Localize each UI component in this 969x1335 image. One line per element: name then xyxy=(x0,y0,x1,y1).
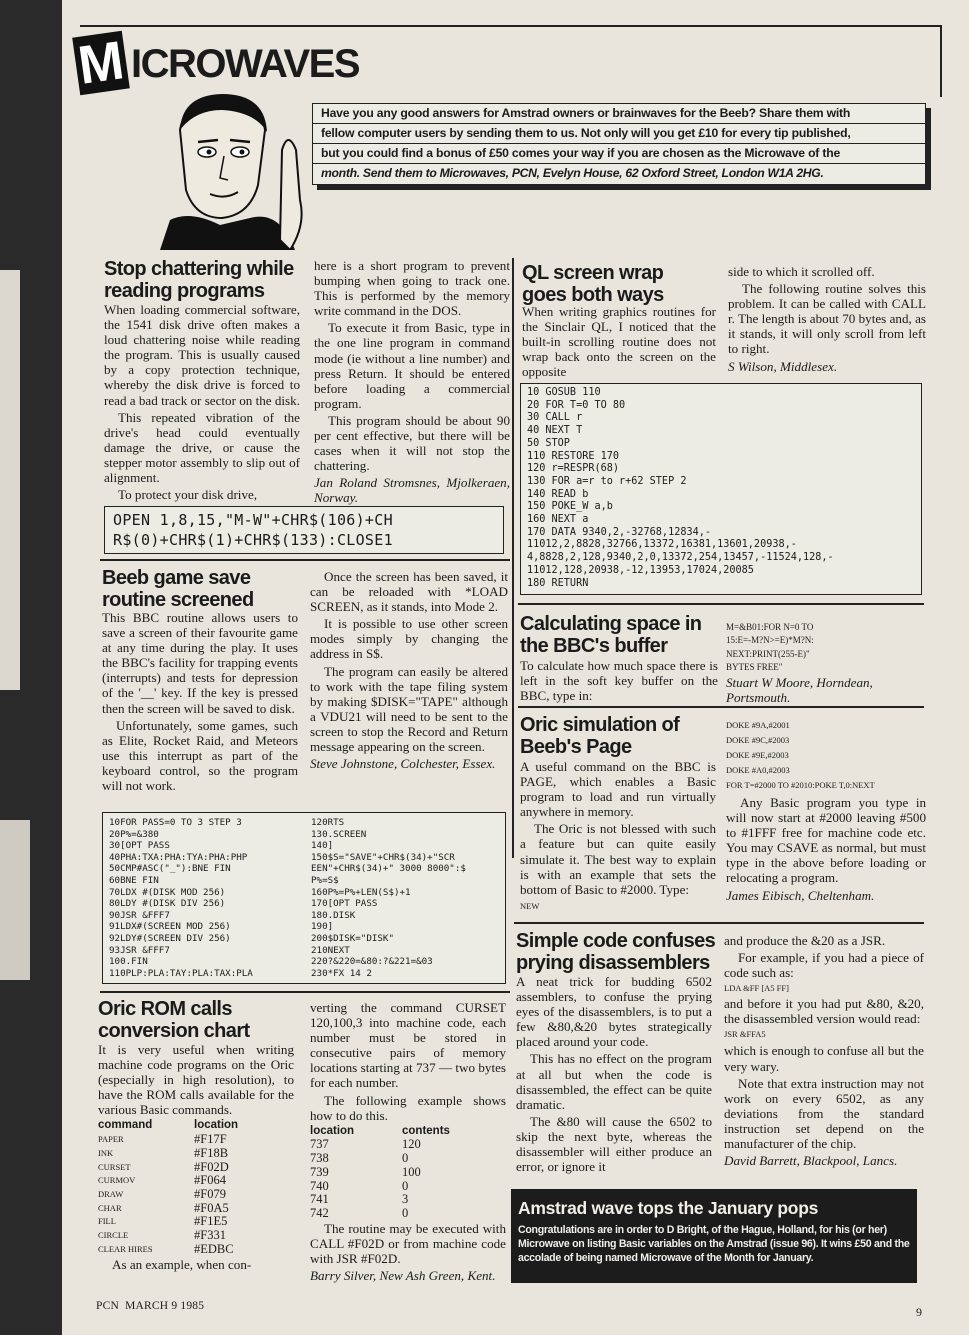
table-row: CLEAR HIRES #EDBC xyxy=(98,1241,234,1256)
paragraph: As an example, when con- xyxy=(112,1256,252,1272)
paragraph: The Oric is not blessed with such a feature but can quite easily simulate it. The best way to explain is with an example that sets the bottom of Basic to #2000. Type: xyxy=(520,821,716,897)
article-col-2 xyxy=(726,621,924,705)
article-col-2 xyxy=(314,258,510,508)
paragraph: This has no effect on the program at all but when the code is disassembled, the effect can be quite dramatic. xyxy=(516,1051,712,1112)
intro-line: fellow computer users by sending them to us. Not only will you get £10 for every tip published, xyxy=(313,124,925,144)
rom-table xyxy=(98,1119,294,1256)
divider xyxy=(518,706,924,708)
paragraph: which is enough to confuse all but the very wary. xyxy=(724,1043,924,1074)
code-listing xyxy=(102,812,506,984)
article-col-1 xyxy=(98,1042,294,1274)
article-col-2 xyxy=(310,569,508,773)
article-title: Oric simulation of Beeb's Page xyxy=(520,714,680,758)
paragraph: here is a short program to prevent bumping when going to track one. This is performed by the memory write command in the DOS. xyxy=(314,258,510,319)
article-body xyxy=(520,658,718,705)
paragraph: The routine may be executed with CALL #F02D or from machine code with JSR #F02D. xyxy=(310,1220,506,1266)
article-col-1 xyxy=(104,302,300,504)
paragraph: Once the screen has been saved, it can be reloaded with *LOAD SCREEN, as it stands, into Mode 2. xyxy=(310,569,508,615)
adjacent-page-edge xyxy=(0,0,62,1335)
code-snippet: JSR &FFA5 xyxy=(724,1029,766,1040)
code-keyword: NEW xyxy=(520,900,540,911)
article-col-2 xyxy=(726,718,926,905)
page-number: 9 xyxy=(916,1305,922,1319)
paragraph: It is very useful when writing machine code programs on the Oric (especially in high resolution), to have the ROM calls available for the various Basic commands. xyxy=(98,1042,294,1118)
divider xyxy=(100,991,510,993)
cartoon-illustration xyxy=(140,90,310,250)
paragraph: The following routine solves this problem. It can be called with CALL r. The length is about 70 bytes and, as it stands, it will only scroll from left to right. xyxy=(728,281,926,357)
divider xyxy=(518,603,924,605)
paragraph: For example, if you had a piece of code such as: xyxy=(724,950,924,981)
article-title: Calculating space in the BBC's buffer xyxy=(520,613,702,657)
amstrad-callout-box xyxy=(511,1189,917,1283)
signature: Steve Johnstone, Colchester, Essex. xyxy=(310,756,496,772)
paragraph: To execute it from Basic, type in the one line program in command mode (ie without a line number) and press Return. It should be entered before loading a commercial program. xyxy=(314,320,510,411)
article-col-2 xyxy=(310,1000,506,1285)
table-row: PAPER #F17F xyxy=(98,1132,227,1147)
code-snippet: M=&B01:FOR N=0 TO 15:E=-M?N>=E)*M?N: NEXT:PRINT(255-E)" BYTES FREE" xyxy=(726,622,814,673)
table-row: FILL #F1E5 xyxy=(98,1214,228,1229)
paragraph: The program can easily be altered to work with the tape filing system by making $DISK="TAPE" although a VDU21 will need to be sent to the screen to stop the Record and Return message appearing on the screen. xyxy=(310,663,508,755)
footer-publication: PCN MARCH 9 1985 xyxy=(96,1300,205,1312)
table-row: 742 0 xyxy=(310,1205,409,1220)
paragraph: A neat trick for budding 6502 assemblers, to confuse the prying eyes of the disassemblers, is to put a few &80,&20 bytes strategically placed around your code. xyxy=(516,974,712,1050)
paragraph: A useful command on the BBC is PAGE, which enables a Basic program to load and run virtually anywhere in memory. xyxy=(520,759,716,820)
divider xyxy=(512,258,514,858)
signature: S Wilson, Middlesex. xyxy=(728,358,838,374)
code-snippet: DOKE #9A,#2001 DOKE #9C,#2003 DOKE #9E,#2003 DOKE #A0,#2003 FOR T=#2000 TO #2010:POKE T,0:NEXT xyxy=(726,720,875,790)
paragraph: Note that extra instruction may not work on every 6502, as any deviations from the standard instruction set depend on the manufacturer of the chip. xyxy=(724,1075,924,1152)
article-calc-space xyxy=(520,613,926,705)
signature: Barry Silver, New Ash Green, Kent. xyxy=(310,1267,496,1283)
callout-body: Congratulations are in order to D Bright, of the Hague, Holland, for his (or her) Microwave on listing Basic variables on the Amstrad (issue 96). It wins £50 and the accolade of being named Microwave of the Month for January. xyxy=(518,1224,910,1264)
article-col-1 xyxy=(102,610,298,795)
article-stop-chattering xyxy=(104,258,510,506)
table-row: 740 0 xyxy=(310,1178,409,1193)
paragraph: The &80 will cause the 6502 to skip the next byte, whereas the disassembler will either produce an error, or ignore it xyxy=(516,1113,712,1175)
signature: James Eibisch, Cheltenham. xyxy=(726,887,875,903)
table-header: contents xyxy=(402,1124,450,1137)
table-row: INK #F18B xyxy=(98,1145,229,1160)
code-column: 10FOR PASS=0 TO 3 STEP 3 20P%=&380 30[OPT PASS 40PHA:TXA:PHA:TYA:PHA:PHP 50CMP#ASC("_"):BNE FIN 60BNE FIN 70LDX #(DISK MOD 256) 80LDY #(DISK DIV 256) 90JSR &FFF7 91LDX#(SCREEN MOD 256) 92LDY#(SCREEN DIV 256) 93JSR &FFF7 100.FIN 110PLP:PLA:TAY:PLA:TAX:PLA xyxy=(109,817,253,979)
article-title: Stop chattering while reading programs xyxy=(104,258,294,302)
intro-line: Have you any good answers for Amstrad owners or brainwaves for the Beeb? Share them with xyxy=(313,104,925,124)
article-title: QL screen wrap goes both ways xyxy=(522,262,664,306)
article-oric-page xyxy=(520,714,926,911)
signature: Jan Roland Stromsnes, Mjolkeraen, Norway. xyxy=(314,475,510,506)
table-row: 739 100 xyxy=(310,1164,421,1179)
divider xyxy=(514,922,924,924)
table-row: 737 120 xyxy=(310,1137,421,1152)
paragraph: This program should be about 90 per cent effective, but there will be cases when it will not stop the chattering. xyxy=(314,412,510,474)
paragraph: side to which it scrolled off. xyxy=(728,264,875,279)
table-row: 738 0 xyxy=(310,1151,409,1166)
paragraph: Any Basic program you type in will now start at #2000 leaving #500 to #1FFF free for machine code etc. You may CSAVE as normal, but must type in the above before loading or relocating a program. xyxy=(726,795,926,886)
article-ql-screen xyxy=(522,262,928,380)
paragraph: This repeated vibration of the drive's head could eventually damage the drive, or cause the stepper motor assembly to slip out of alignment. xyxy=(104,409,300,486)
intro-line: but you could find a bonus of £50 comes your way if you are chosen as the Microwave of the xyxy=(313,144,925,164)
article-col-1 xyxy=(522,304,716,381)
page-title: ICROWAVES xyxy=(131,42,360,86)
paragraph: When writing graphics routines for the Sinclair QL, I noticed that the built-in scrolling routine does not wrap back onto the screen on the opposite xyxy=(522,304,716,380)
paragraph: When loading commercial software, the 1541 disk drive often makes a loud chattering noise while reading the program. This is usually caused by a copy protection technique, whereby the disk drive is forced to read a bad track or sector on the disk. xyxy=(104,302,300,408)
intro-box xyxy=(312,103,926,185)
logo-m-box xyxy=(72,31,130,95)
callout-title: Amstrad wave tops the January pops xyxy=(518,1198,819,1218)
article-oric-rom xyxy=(98,998,508,1283)
article-col-2 xyxy=(724,933,924,1170)
code-listing: 10 GOSUB 110 20 FOR T=0 TO 80 30 CALL r 40 NEXT T 50 STOP 110 RESTORE 170 120 r=RESPR(68) 130 FOR a=r to r+62 STEP 2 140 READ b 150 POKE_W a,b 160 NEXT a 170 DATA 9340,2,-32768,12834,- 11012,2,8828,32766,13372,16381,13601,20938,- 4,8828,2,128,9340,2,0,13372,254,13457,-11524,128,- 11012,128,20938,-12,13953,17024,20085 180 RETURN xyxy=(520,383,922,595)
table-header: location xyxy=(194,1119,239,1132)
paragraph: To protect your disk drive, xyxy=(118,487,258,503)
intro-line: month. Send them to Microwaves, PCN, Evelyn House, 62 Oxford Street, London W1A 2HG. xyxy=(321,166,824,180)
table-row: 741 3 xyxy=(310,1192,409,1207)
logo-m: M xyxy=(74,30,128,96)
article-simple-code xyxy=(516,930,926,1175)
table-header: command xyxy=(98,1119,153,1132)
article-title: Oric ROM calls conversion chart xyxy=(98,998,250,1042)
divider xyxy=(100,559,510,561)
paragraph: verting the command CURSET 120,100,3 into machine code, each number must be stored in consecutive pairs of memory locations starting at 737 — two bytes for each number. xyxy=(310,1000,506,1091)
code-snippet: LDA &FF [A5 FF] xyxy=(724,983,789,994)
table-header: location xyxy=(310,1124,355,1137)
signature: David Barrett, Blackpool, Lancs. xyxy=(724,1153,898,1169)
article-beeb-game xyxy=(102,567,508,794)
table-row: CIRCLE #F331 xyxy=(98,1228,226,1243)
table-row: DRAW #F079 xyxy=(98,1186,226,1201)
paragraph: It is possible to use other screen modes simply by changing the address in S$. xyxy=(310,616,508,662)
paragraph: To calculate how much space there is left in the soft key buffer on the BBC, type in: xyxy=(520,658,718,704)
article-col-1 xyxy=(520,759,716,916)
article-col-2 xyxy=(728,264,926,376)
article-title: Beeb game save routine screened xyxy=(102,567,254,611)
paragraph: and produce the &20 as a JSR. xyxy=(724,933,886,948)
article-title: Simple code confuses prying disassemblers xyxy=(516,930,716,974)
paragraph: and before it you had put &80, &20, the disassembled version would read: xyxy=(724,996,924,1027)
code-listing: OPEN 1,8,15,"M-W"+CHR$(106)+CH R$(0)+CHR$(1)+CHR$(133):CLOSE1 xyxy=(104,506,504,554)
code-column: 120RTS 130.SCREEN 140] 150$S="SAVE"+CHR$(34)+"SCR EEN"+CHR$(34)+" 3000 8000":$ P%=S$ 160P%=P%+LEN(S$)+1 170[OPT PASS 180.DISK 190] 200$DISK="DISK" 210NEXT 220?&220=&80:?&221=&03 230*FX 14 2 xyxy=(311,817,466,979)
paragraph: Unfortunately, some games, such as Elite, Rocket Raid, and Meteors use this interrupt as part of the keyboard control, so the program will not work. xyxy=(102,717,298,794)
signature: Stuart W Moore, Horndean, Portsmouth. xyxy=(726,674,873,705)
location-table xyxy=(310,1125,506,1221)
article-col-1 xyxy=(516,974,712,1176)
table-row: CURMOV #F064 xyxy=(98,1173,226,1188)
paragraph: The following example shows how to do this. xyxy=(310,1092,506,1123)
table-row: CHAR #F0A5 xyxy=(98,1200,229,1215)
paragraph: This BBC routine allows users to save a screen of their favourite game at any time during the play. It uses the BBC's facility for trapping events (interrupts) and tests for depression of the '__' key. If the key is pressed then the screen will be saved to disk. xyxy=(102,610,298,716)
table-row: CURSET #F02D xyxy=(98,1159,229,1174)
